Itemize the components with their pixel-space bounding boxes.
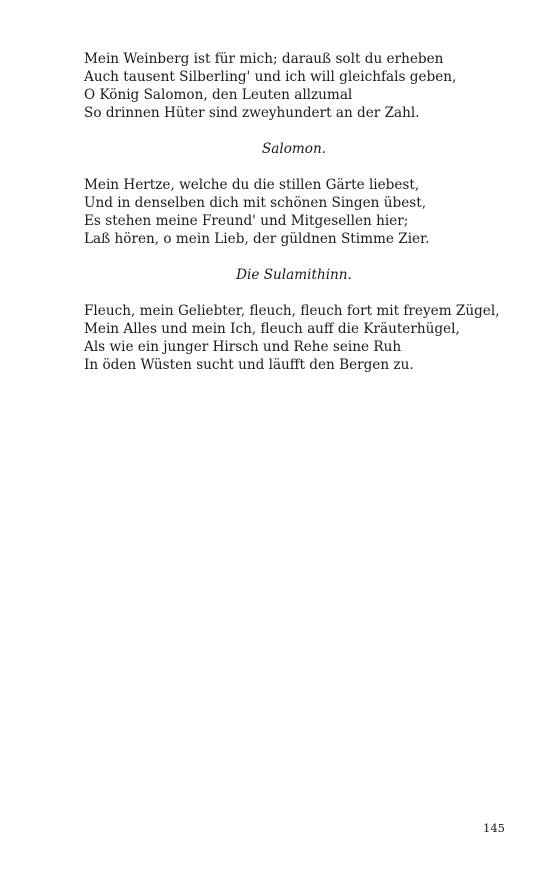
page-number: 145 [483, 821, 505, 835]
verse-line: Als wie ein junger Hirsch und Rehe seine Ruh [84, 339, 402, 355]
verse-line: O König Salomon, den Leuten allzumal [84, 87, 353, 103]
poem-text [84, 50, 504, 374]
speaker-heading-salomon: Salomon. [261, 141, 327, 157]
verse-line: Und in denselben dich mit schönen Singen übest, [84, 195, 427, 211]
verse-line: Laß hören, o mein Lieb, der güldnen Stimme Zier. [84, 231, 430, 247]
verse-line: Mein Hertze, welche du die stillen Gärte liebest, [84, 177, 420, 193]
stanza-1 [84, 50, 504, 122]
stanza-2 [84, 176, 504, 248]
stanza-3 [84, 302, 504, 374]
verse-line: Auch tausent Silberling' und ich will gleichfals geben, [84, 69, 457, 85]
verse-line: Fleuch, mein Geliebter, fleuch, fleuch fort mit freyem Zügel, [84, 303, 500, 319]
verse-line: Es stehen meine Freund' und Mitgesellen hier; [84, 213, 409, 229]
verse-line: Mein Weinberg ist für mich; darauß solt du erheben [84, 51, 444, 67]
verse-line: Mein Alles und mein Ich, fleuch auff die Kräuterhügel, [84, 321, 460, 337]
speaker-heading-sulamithinn: Die Sulamithinn. [236, 267, 352, 283]
verse-line: In öden Wüsten sucht und läufft den Bergen zu. [84, 357, 414, 373]
verse-line: So drinnen Hüter sind zweyhundert an der Zahl. [84, 105, 420, 121]
